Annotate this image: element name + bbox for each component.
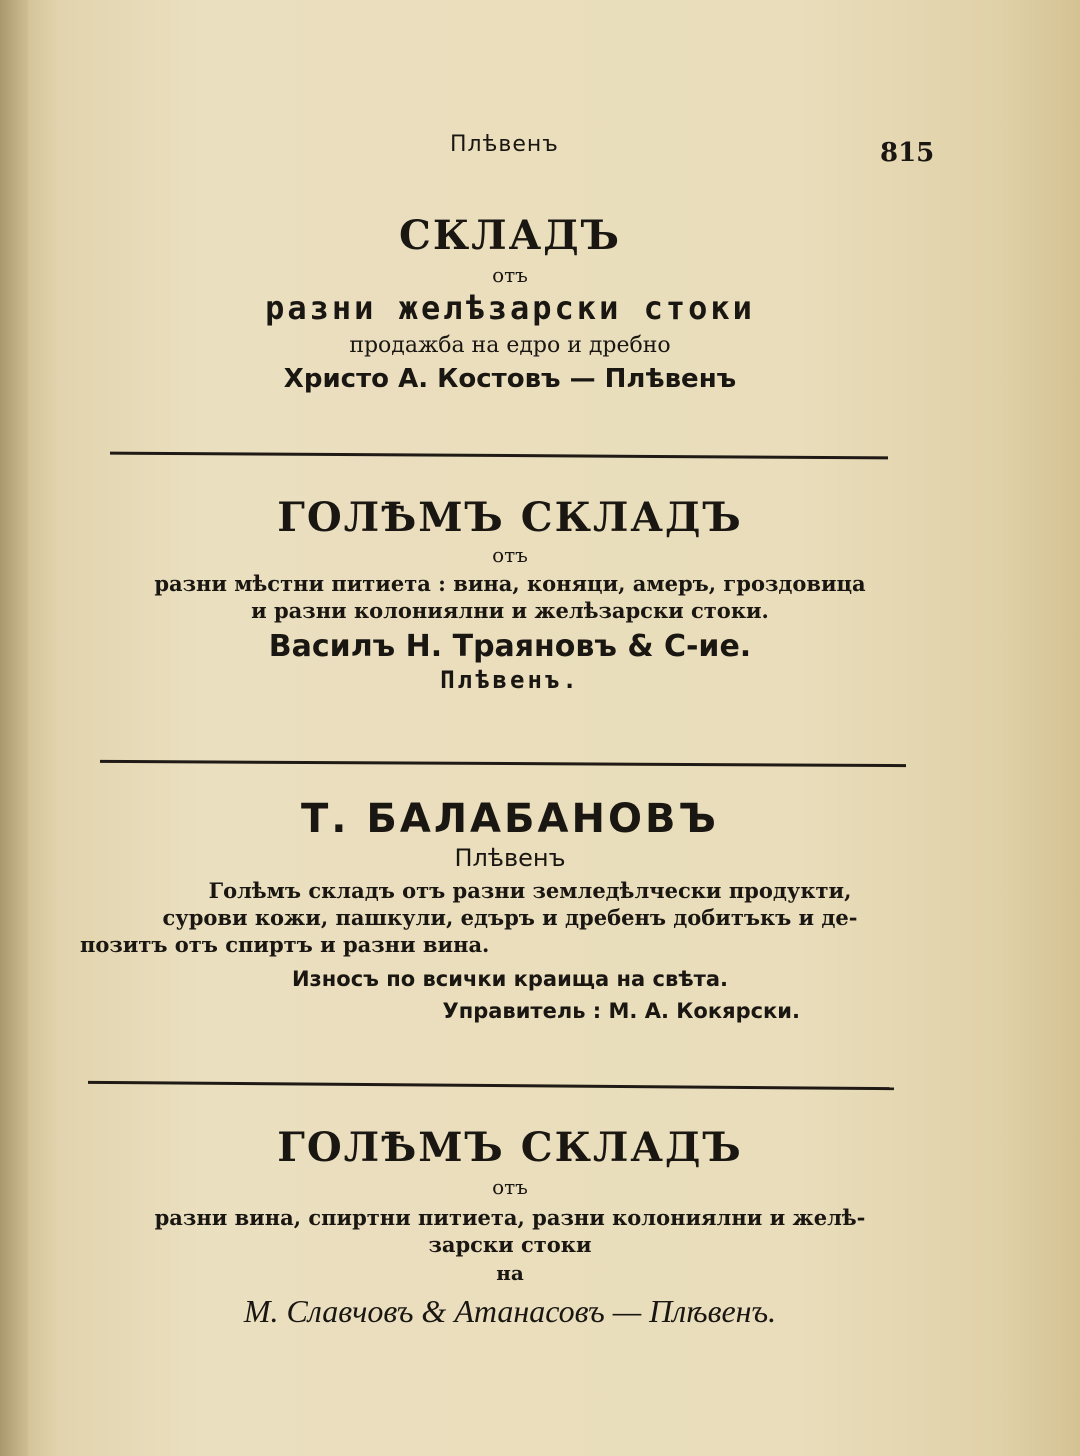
ad-owner: Христо А. Костовъ — Плѣвенъ [283,364,737,394]
ad-city: Плѣвенъ. [440,666,580,694]
page-number: 815 [880,138,935,168]
ad-note: продажба на едро и дребно [349,333,671,358]
running-head: Плѣвенъ [450,132,559,157]
ad-text-line: позитъ отъ спиртъ и разни вина. [80,932,490,957]
advertisement-trayanov [80,494,940,694]
ad-text-line: Голѣмъ складъ отъ разни земледѣлчески продукти, [208,878,852,903]
ad-subject: разни желѣзарски стоки [265,289,755,327]
ad-title: СКЛАДЪ [399,212,621,259]
ad-on: на [496,1261,524,1285]
ad-text-line: зарски стоки [428,1232,592,1257]
ad-text-line: разни вина, спиртни питиета, разни колониялни и желѣ- [154,1205,866,1230]
ad-owner: Василъ Н. Траяновъ & С-ие. [268,629,752,664]
ad-city: Плѣвенъ [454,844,566,872]
ad-from: отъ [492,263,528,287]
ad-from: отъ [492,1175,528,1199]
ad-text-line: разни мѣстни питиета : вина, коняци, амеръ, гроздовица [154,571,866,596]
ad-text-line: и разни колониялни и желѣзарски стоки. [251,598,769,623]
advertisement-slavchov [80,1124,940,1330]
ad-title: ГОЛѢМЪ СКЛАДЪ [277,1124,743,1171]
advertisement-balabanov [80,796,940,1023]
divider-rule [88,1081,894,1090]
ad-export: Износъ по всички краища на свѣта. [291,967,729,991]
ad-text-line: сурови кожи, пашкули, едъръ и дребенъ добитъкъ и де- [162,905,858,930]
advertisement-kostov [80,212,940,394]
ad-manager: Управитель : М. А. Кокярски. [442,999,800,1023]
ad-from: отъ [492,543,528,567]
ad-title: ГОЛѢМЪ СКЛАДЪ [277,494,743,541]
page-header [0,128,1080,168]
page-gutter-shadow [0,0,28,1456]
divider-rule [110,452,888,460]
ad-title: Т. БАЛАБАНОВЪ [300,796,720,842]
divider-rule [100,760,906,767]
ad-owner: М. Славчовъ & Атанасовъ — Плѣвенъ. [243,1293,777,1329]
